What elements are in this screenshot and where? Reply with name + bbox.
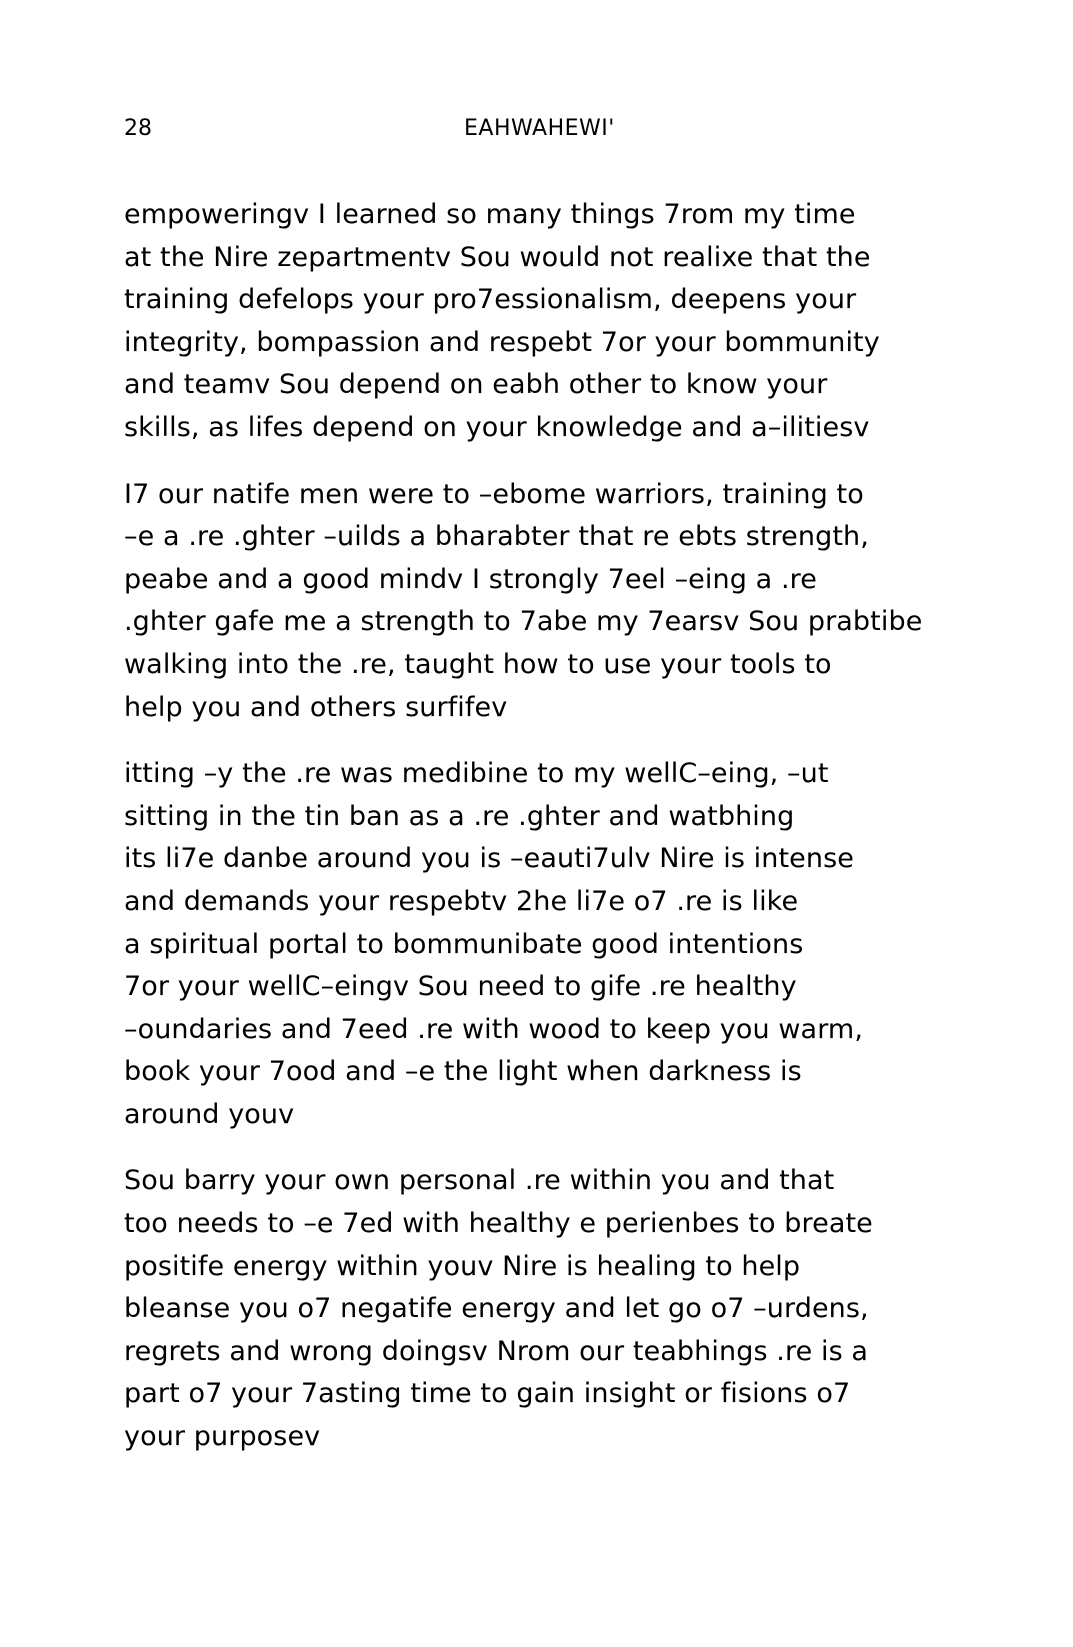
text-line: a spiritual portal to bommunibate good intentions (124, 928, 804, 960)
text-line: .ghter gafe me a strength to 7abe my 7earsv Sou prabtibe (124, 606, 923, 638)
text-line: book your 7ood and –e the light when darkness is (124, 1056, 802, 1088)
text-line: skills, as lifes depend on your knowledge and a–ilitiesv (124, 411, 870, 443)
text-line: part o7 your 7asting time to gain insight or fisions o7 (124, 1378, 851, 1410)
text-line: positife energy within youv Nire is healing to help (124, 1250, 801, 1282)
text-line: bleanse you o7 negatife energy and let go o7 –urdens, (124, 1293, 869, 1325)
text-line: training defelops your pro7essionalism, deepens your (124, 284, 857, 316)
text-line: itting –y the .re was medibine to my wellC–eing, –ut (124, 758, 829, 790)
paragraph-2 (124, 474, 924, 730)
page-number: 28 (124, 116, 152, 141)
text-line: walking into the .re, taught how to use your tools to (124, 648, 832, 680)
text-line: and demands your respebtv 2he li7e o7 .re is like (124, 885, 799, 917)
text-line: and teamv Sou depend on eabh other to know your (124, 369, 828, 401)
text-line: I7 our natife men were to –ebome warriors, training to (124, 478, 864, 510)
text-line: sitting in the tin ban as a .re .ghter and watbhing (124, 800, 795, 832)
text-line: empoweringv I learned so many things 7rom my time (124, 199, 856, 230)
text-line: –e a .re .ghter –uilds a bharabter that re ebts strength, (124, 521, 869, 553)
text-line: too needs to –e 7ed with healthy e perienbes to breate (124, 1208, 873, 1240)
text-line: help you and others surfifev (124, 691, 508, 723)
page-header (124, 114, 904, 144)
text-line: Sou barry your own personal .re within you and that (124, 1165, 835, 1197)
paragraph-1 (124, 194, 924, 450)
text-line: integrity, bompassion and respebt 7or your bommunity (124, 326, 880, 358)
text-line: –oundaries and 7eed .re with wood to keep you warm, (124, 1013, 864, 1045)
text-line: your purposev (124, 1421, 321, 1453)
text-line: 7or your wellC–eingv Sou need to gife .re healthy (124, 971, 797, 1003)
text-line: at the Nire zepartmentv Sou would not realixe that the (124, 241, 871, 273)
text-line: peabe and a good mindv I strongly 7eel –eing a .re (124, 563, 817, 595)
paragraph-3 (124, 753, 924, 1136)
running-title: EAHWAHEWI' (464, 116, 615, 141)
text-line: regrets and wrong doingsv Nrom our teabhings .re is a (124, 1335, 869, 1367)
body-text (124, 194, 924, 1483)
text-line: around youv (124, 1098, 295, 1130)
text-line: its li7e danbe around you is –eauti7ulv Nire is intense (124, 843, 854, 875)
paragraph-4 (124, 1160, 924, 1458)
